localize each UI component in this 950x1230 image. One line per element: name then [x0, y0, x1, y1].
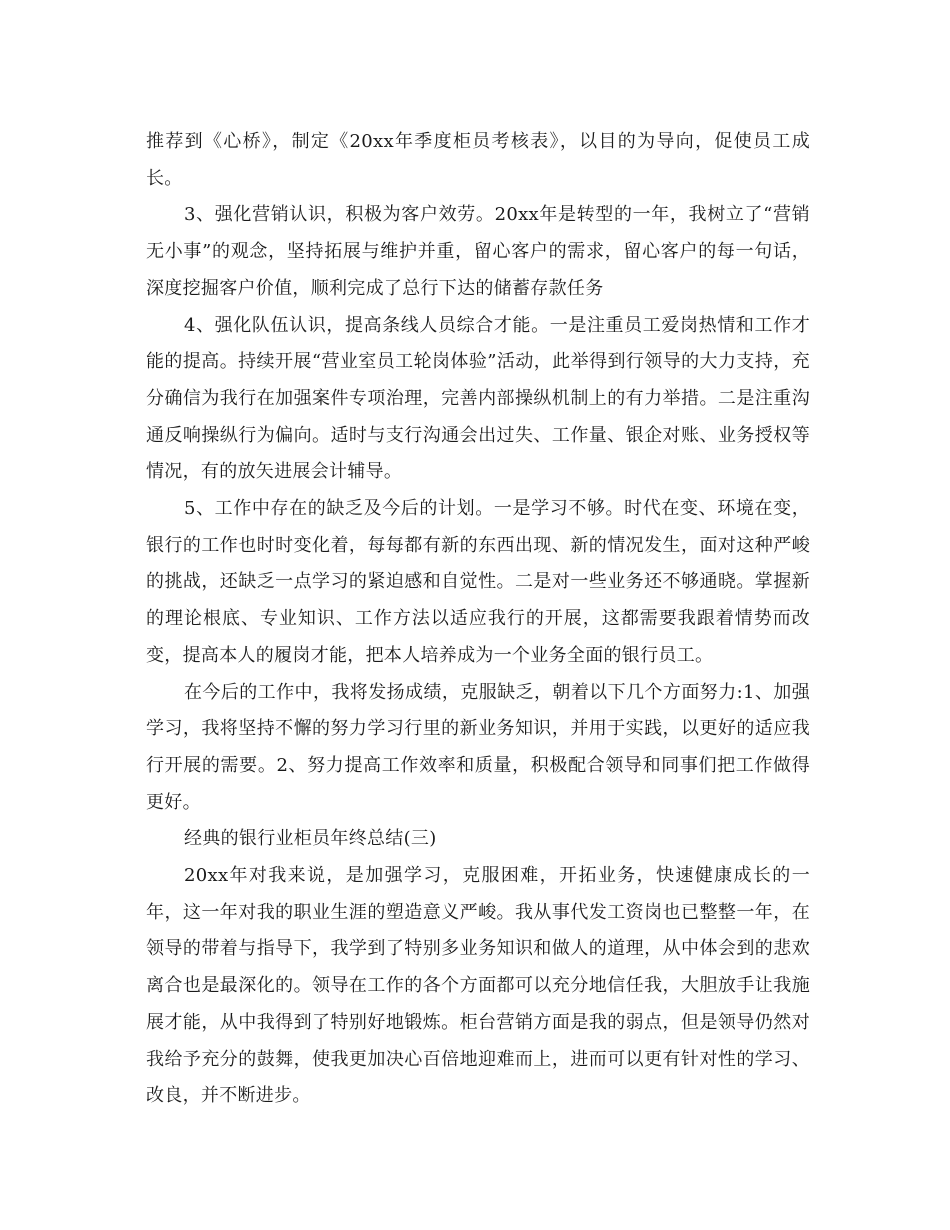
document-body: [146, 124, 810, 1115]
paragraph-year-summary: 20xx年对我来说，是加强学习，克服困难，开拓业务，快速健康成长的一年，这一年对我的职业生涯的塑造意义严峻。我从事代发工资岗也已整整一年，在领导的带着与指导下，我学到了特别多业务知识和做人的道理，从中体会到的悲欢离合也是最深化的。领导在工作的各个方面都可以充分地信任我，大胆放手让我施展才能，从中我得到了特别好地锻炼。柜台营销方面是我的弱点，但是领导仍然对我给予充分的鼓舞，使我更加决心百倍地迎难而上，进而可以更有针对性的学习、改良，并不断进步。: [146, 865, 810, 1107]
paragraph-future-plans: 在今后的工作中，我将发扬成绩，克服缺乏，朝着以下几个方面努力:1、加强学习，我将坚持不懈的努力学习行里的新业务知识，并用于实践，以更好的适应我行开展的需要。2、努力提高工作效率和质量，积极配合领导和同事们把工作做得更好。: [146, 681, 810, 813]
paragraph-team: 4、强化队伍认识，提高条线人员综合才能。一是注重员工爱岗热情和工作才能的提高。持续开展“营业室员工轮岗体验”活动，此举得到行领导的大力支持，充分确信为我行在加强案件专项治理，完善内部操纵机制上的有力举措。二是注重沟通反响操纵行为偏向。适时与支行沟通会出过失、工作量、银企对账、业务授权等情况，有的放矢进展会计辅导。: [146, 314, 810, 483]
paragraph-continuation: 推荐到《心桥》，制定《20xx年季度柜员考核表》，以目的为导向，促使员工成长。: [146, 131, 810, 189]
paragraph-marketing: 3、强化营销认识，积极为客户效劳。20xx年是转型的一年，我树立了“营销无小事”的观念，坚持拓展与维护并重，留心客户的需求，留心客户的每一句话，深度挖掘客户价值，顺利完成了总行下达的储蓄存款任务: [146, 204, 810, 299]
section-heading: 经典的银行业柜员年终总结(三): [184, 828, 437, 850]
paragraph-shortcomings: 5、工作中存在的缺乏及今后的计划。一是学习不够。时代在变、环境在变，银行的工作也时时变化着，每每都有新的东西出现、新的情况发生，面对这种严峻的挑战，还缺乏一点学习的紧迫感和自觉性。二是对一些业务还不够通晓。掌握新的理论根底、专业知识、工作方法以适应我行的开展，这都需要我跟着情势而改变，提高本人的履岗才能，把本人培养成为一个业务全面的银行员工。: [146, 498, 810, 666]
